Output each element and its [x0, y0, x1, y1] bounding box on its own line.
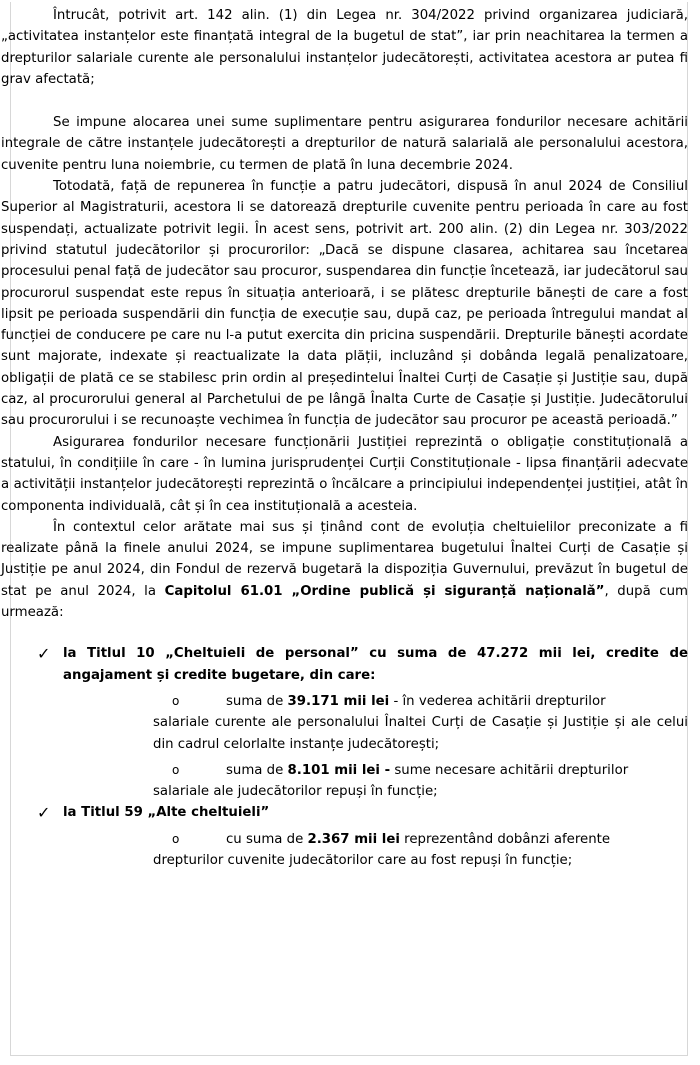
allocation-list: [1, 643, 688, 871]
item-title-59-text: la Titlul 59 „Alte cheltuieli”: [63, 805, 270, 821]
item-title-10-text: la Titlul 10 „Cheltuieli de personal” cu suma de 47.272 mii lei, credite de angajament și credite bugetare, din care:: [63, 646, 688, 683]
list-item-title-59: [1, 802, 688, 823]
sub-item-1-first-line: [153, 691, 688, 712]
sub-item-2-pre: suma de: [226, 762, 288, 778]
sub-item-1-pre: suma de: [226, 693, 288, 709]
sub-item-2-first-line: [153, 760, 688, 781]
paragraph-2: Se impune alocarea unei sume suplimentare pentru asigurarea fondurilor necesare achitării integrale de către instanțele judecătorești a drepturilor de natură salarială ale personalului acestora, cuvenite pentru luna noiembrie, cu termen de plată în luna decembrie 2024.: [1, 115, 688, 173]
list-item-title-10: [1, 643, 688, 686]
sub-item-3: [1, 829, 688, 872]
sub-item-3-first-line: [153, 829, 688, 850]
bullet-icon: o: [172, 693, 180, 708]
sub-item-3-amount: 2.367 mii lei: [307, 831, 400, 847]
sub-item-3-post: reprezentând dobânzi aferente: [399, 831, 611, 847]
bullet-icon: o: [172, 762, 180, 777]
sub-item-2-amount: 8.101 mii lei -: [287, 762, 391, 778]
sub-item-1: [1, 691, 688, 755]
paragraph-5: [1, 517, 688, 623]
paragraph-4: Asigurarea fondurilor necesare funcționării Justiției reprezintă o obligație constituțională a statului, în condițiile în care - în lumina jurisprudenței Curții Constituționale - lipsa finanțării adecvate a activității instanțelor judecătorești reprezintă o încălcare a principiului independenței justiției, atât în componenta individuală, cât și în cea instituțională a acesteia.: [1, 434, 688, 514]
sub-item-1-rest: salariale curente ale personalului Înaltei Curți de Casație și Justiție și ale celui din cadrul celorlalte instanțe judecătorești;: [153, 715, 688, 752]
checkmark-icon: ✓: [37, 644, 51, 664]
paragraph-1: Întrucât, potrivit art. 142 alin. (1) din Legea nr. 304/2022 privind organizarea judiciară, „activitatea instanțelor este finanțată integral de la bugetul de stat”, iar prin neachitarea la termen a drepturilor salariale curente ale personalului instanțelor judecătorești, activitatea acestora ar putea fi grav afectată;: [1, 8, 688, 87]
sub-item-2-rest: salariale ale judecătorilor repuși în funcție;: [153, 784, 438, 800]
sub-item-2: [1, 760, 688, 803]
paragraph-5-text: În contextul celor arătate mai sus și ținând cont de evoluția cheltuielilor preconizate a fi realizate până la finele anului 2024, se impune suplimentarea bugetului Înaltei Curți de Casație și Justiție pe anul 2024, din Fondul de rezervă bugetară la dispoziția Guvernului, prevăzut în bugetul de stat pe anul 2024, la: [1, 519, 688, 599]
sub-item-3-pre: cu suma de: [226, 831, 308, 847]
chapter-title: Capitolul 61.01 „Ordine publică și siguranță națională”: [164, 583, 605, 599]
sub-item-1-post: - în vederea achitării drepturilor: [389, 693, 606, 709]
paragraph-3: Totodată, față de repunerea în funcție a patru judecători, dispusă în anul 2024 de Consiliul Superior al Magistraturii, acestora li se datorează drepturile cuvenite pentru perioada în care au fost suspendați, actualizate potrivit legii. În acest sens, potrivit art. 200 alin. (2) din Legea nr. 303/2022 privind statutul judecătorilor și procurorilor: „Dacă se dispune clasarea, achitarea sau încetarea procesului penal față de judecător sau procuror, suspendarea din funcție încetează, iar judecătorul sau procurorul suspendat este repus în situația anterioară, i se plătesc drepturile bănești de care a fost lipsit pe perioada suspendării din funcția de execuție sau, după caz, pe perioada întregului mandat al funcției de conducere pe care nu l-a putut exercita din pricina suspendării. Drepturile bănești acordate sunt majorate, indexate și reactualizate la data plății, incluzând și dobânda legală penalizatoare, obligații de plată ce se stabilesc prin ordin al președintelui Înaltei Curți de Casație și Justiție sau, după caz, al procurorului general al Parchetului de pe lângă Înalta Curte de Casație și Justiție. Judecătorului sau procurorului i se recunoaște vechimea în funcția de judecător sau procuror pe această perioadă.”: [1, 179, 688, 429]
paragraph-5-end: , după cum urmează:: [1, 583, 688, 621]
document-body: [1, 5, 688, 871]
bullet-icon: o: [172, 831, 180, 846]
sub-item-3-rest: drepturilor cuvenite judecătorilor care au fost repuși în funcție;: [153, 852, 573, 868]
checkmark-icon: ✓: [37, 803, 51, 823]
sub-item-2-post: sume necesare achitării drepturilor: [390, 762, 629, 778]
sub-item-1-amount: 39.171 mii lei: [287, 693, 390, 709]
